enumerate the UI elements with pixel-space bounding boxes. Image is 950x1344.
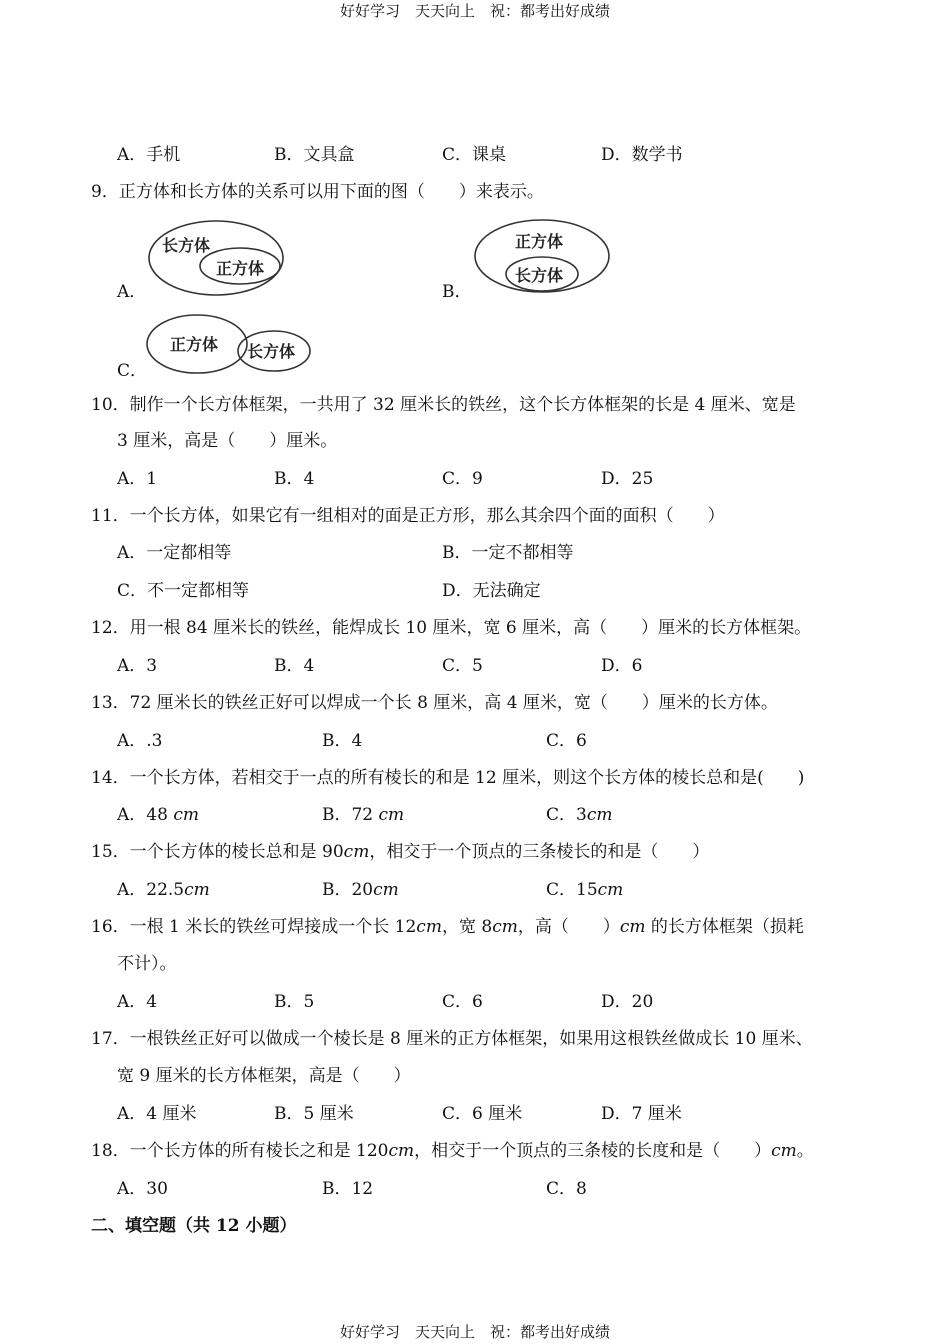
q14-option-c: C．3cm <box>546 805 613 825</box>
q12-stem: 12．用一根 84 厘米长的铁丝，能焊成长 10 厘米，宽 6 厘米，高（ ）厘米的长方体框架。 <box>91 618 812 638</box>
q13-option-c: C．6 <box>546 731 587 751</box>
q10-option-d: D．25 <box>601 469 654 489</box>
q10-option-b: B．4 <box>274 469 315 489</box>
q15-option-c: C．15cm <box>546 880 624 900</box>
q14-option-a: A．48 cm <box>117 805 199 825</box>
q17-option-b: B．5 厘米 <box>274 1104 354 1124</box>
q16-option-c: C．6 <box>442 992 483 1012</box>
page-footer: 好好学习 天天向上 祝：都考出好成绩 <box>339 1323 610 1341</box>
q17-option-a: A．4 厘米 <box>117 1104 197 1124</box>
q18-option-b: B．12 <box>322 1179 374 1199</box>
q9-stem: 9．正方体和长方体的关系可以用下面的图（ ）来表示。 <box>91 182 544 202</box>
q8-option-a: A．手机 <box>117 145 181 165</box>
q17-option-c: C．6 厘米 <box>442 1104 523 1124</box>
q9-a-outer-label: 长方体 <box>162 236 211 255</box>
q11-option-c: C．不一定都相等 <box>117 581 250 601</box>
q9-c-right-label: 长方体 <box>247 342 296 361</box>
q9-option-a-label: A． <box>117 282 147 302</box>
section-heading-fill-in: 二、填空题（共 12 小题） <box>91 1216 297 1236</box>
q8-option-c: C．课桌 <box>442 145 507 165</box>
q11-stem: 11．一个长方体，如果它有一组相对的面是正方形，那么其余四个面的面积（ ） <box>91 506 725 526</box>
q8-option-d: D．数学书 <box>601 145 683 165</box>
q9-venn-c <box>146 314 316 376</box>
q15-option-b: B．20cm <box>322 880 399 900</box>
q9-b-outer-label: 正方体 <box>515 232 564 251</box>
q12-option-d: D．6 <box>601 656 643 676</box>
q12-option-a: A．3 <box>117 656 158 676</box>
q12-option-b: B．4 <box>274 656 315 676</box>
q16-stem-line2: 不计）。 <box>117 954 177 974</box>
q8-option-b: B．文具盒 <box>274 145 355 165</box>
q17-stem-line2: 宽 9 厘米的长方体框架，高是（ ） <box>117 1066 411 1086</box>
q9-c-left-label: 正方体 <box>170 335 219 354</box>
page-header: 好好学习 天天向上 祝：都考出好成绩 <box>339 2 610 20</box>
q9-venn-a <box>148 220 288 298</box>
q13-stem: 13．72 厘米长的铁丝正好可以焊成一个长 8 厘米，高 4 厘米，宽（ ）厘米的长方体。 <box>91 693 778 713</box>
q11-option-b: B．一定不都相等 <box>442 543 574 563</box>
q16-option-a: A．4 <box>117 992 158 1012</box>
q12-option-c: C．5 <box>442 656 483 676</box>
q17-stem-line1: 17．一根铁丝正好可以做成一个棱长是 8 厘米的正方体框架，如果用这根铁丝做成长 10 厘米、 <box>91 1029 813 1049</box>
q16-option-b: B．5 <box>274 992 315 1012</box>
q14-stem: 14．一个长方体，若相交于一点的所有棱长的和是 12 厘米，则这个长方体的棱长总和是( ) <box>91 768 805 788</box>
q15-stem: 15．一个长方体的棱长总和是 90cm，相交于一个顶点的三条棱长的和是（ ） <box>91 842 710 862</box>
q15-option-a: A．22.5cm <box>117 880 210 900</box>
q16-option-d: D．20 <box>601 992 654 1012</box>
q18-option-c: C．8 <box>546 1179 587 1199</box>
q13-option-a: A．.3 <box>117 731 163 751</box>
q9-venn-b <box>474 218 614 296</box>
q9-b-inner-label: 长方体 <box>515 266 564 285</box>
q17-option-d: D．7 厘米 <box>601 1104 682 1124</box>
q10-stem-line1: 10．制作一个长方体框架，一共用了 32 厘米长的铁丝，这个长方体框架的长是 4 厘米、宽是 <box>91 395 796 415</box>
q9-option-c-label: C． <box>117 361 148 381</box>
q13-option-b: B．4 <box>322 731 363 751</box>
q10-option-a: A．1 <box>117 469 158 489</box>
q9-a-inner-label: 正方体 <box>216 259 265 278</box>
q18-stem: 18．一个长方体的所有棱长之和是 120cm，相交于一个顶点的三条棱的长度和是（ ）cm。 <box>91 1141 814 1161</box>
q18-option-a: A．30 <box>117 1179 168 1199</box>
q10-stem-line2: 3 厘米，高是（ ）厘米。 <box>117 431 338 451</box>
q14-option-b: B．72 cm <box>322 805 405 825</box>
q9-option-b-label: B． <box>442 282 472 302</box>
q16-stem-line1: 16．一根 1 米长的铁丝可焊接成一个长 12cm，宽 8cm，高（ ）cm 的长方体框架（损耗 <box>91 917 804 937</box>
q10-option-c: C．9 <box>442 469 483 489</box>
q11-option-a: A．一定都相等 <box>117 543 232 563</box>
q11-option-d: D．无法确定 <box>442 581 541 601</box>
